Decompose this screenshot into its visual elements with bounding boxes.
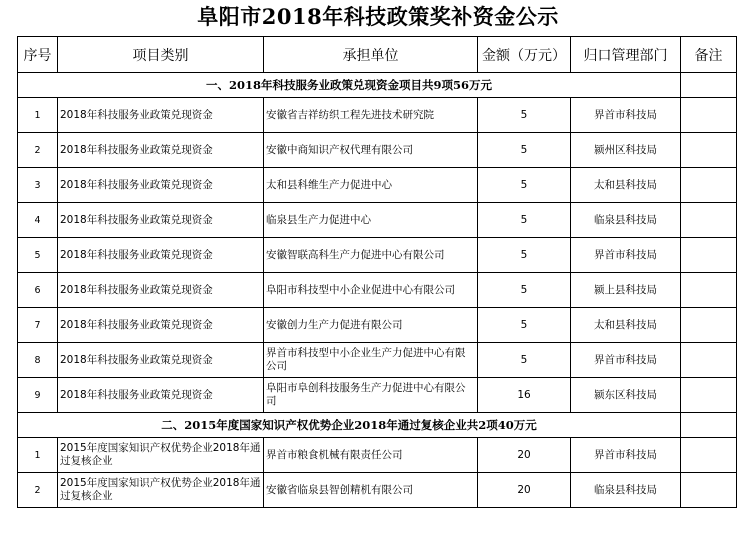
table-row	[18, 98, 737, 133]
cell-unit: 安徽智联高科生产力促进中心有限公司	[264, 238, 478, 273]
cell-dept: 颍州区科技局	[571, 133, 681, 168]
cell-no: 7	[18, 308, 58, 343]
cell-unit: 阜阳市科技型中小企业促进中心有限公司	[264, 273, 478, 308]
cell-note	[681, 98, 737, 133]
header-note: 备注	[681, 37, 737, 73]
cell-amount: 5	[478, 168, 571, 203]
cell-category: 2018年科技服务业政策兑现资金	[58, 378, 264, 413]
cell-no: 8	[18, 343, 58, 378]
cell-category: 2018年科技服务业政策兑现资金	[58, 168, 264, 203]
table-row	[18, 308, 737, 343]
cell-no: 1	[18, 98, 58, 133]
subsidy-table	[17, 36, 737, 508]
header-category: 项目类别	[58, 37, 264, 73]
table-header-row	[18, 37, 737, 73]
cell-category: 2018年科技服务业政策兑现资金	[58, 203, 264, 238]
cell-amount: 5	[478, 133, 571, 168]
cell-amount: 20	[478, 438, 571, 473]
header-unit: 承担单位	[264, 37, 478, 73]
cell-unit: 安徽省临泉县智创精机有限公司	[264, 473, 478, 508]
page-title: 阜阳市2018年科技政策奖补资金公示	[197, 4, 559, 29]
cell-no: 1	[18, 438, 58, 473]
cell-category: 2018年科技服务业政策兑现资金	[58, 343, 264, 378]
cell-unit: 临泉县生产力促进中心	[264, 203, 478, 238]
section-note-cell	[681, 413, 737, 438]
cell-unit: 界首市科技型中小企业生产力促进中心有限公司	[264, 343, 478, 378]
cell-amount: 5	[478, 343, 571, 378]
cell-amount: 16	[478, 378, 571, 413]
cell-category: 2018年科技服务业政策兑现资金	[58, 308, 264, 343]
cell-amount: 5	[478, 203, 571, 238]
cell-note	[681, 378, 737, 413]
cell-amount: 5	[478, 308, 571, 343]
cell-dept: 颍上县科技局	[571, 273, 681, 308]
cell-no: 6	[18, 273, 58, 308]
table-row	[18, 378, 737, 413]
cell-dept: 界首市科技局	[571, 438, 681, 473]
cell-category: 2015年度国家知识产权优势企业2018年通过复核企业	[58, 473, 264, 508]
header-amount: 金额（万元）	[478, 37, 571, 73]
section-note-cell	[681, 73, 737, 98]
section-heading: 二、2015年度国家知识产权优势企业2018年通过复核企业共2项40万元	[18, 413, 681, 438]
cell-note	[681, 308, 737, 343]
cell-category: 2015年度国家知识产权优势企业2018年通过复核企业	[58, 438, 264, 473]
cell-dept: 界首市科技局	[571, 238, 681, 273]
table-row	[18, 133, 737, 168]
cell-note	[681, 473, 737, 508]
cell-note	[681, 273, 737, 308]
cell-category: 2018年科技服务业政策兑现资金	[58, 98, 264, 133]
cell-unit: 安徽创力生产力促进有限公司	[264, 308, 478, 343]
cell-dept: 临泉县科技局	[571, 473, 681, 508]
section-heading-row	[18, 413, 737, 438]
cell-unit: 安徽省吉祥纺织工程先进技术研究院	[264, 98, 478, 133]
cell-dept: 临泉县科技局	[571, 203, 681, 238]
cell-no: 4	[18, 203, 58, 238]
table-row	[18, 238, 737, 273]
cell-note	[681, 238, 737, 273]
cell-note	[681, 133, 737, 168]
cell-dept: 太和县科技局	[571, 168, 681, 203]
cell-no: 9	[18, 378, 58, 413]
cell-unit: 安徽中商知识产权代理有限公司	[264, 133, 478, 168]
cell-category: 2018年科技服务业政策兑现资金	[58, 238, 264, 273]
cell-no: 2	[18, 473, 58, 508]
cell-unit: 太和县科维生产力促进中心	[264, 168, 478, 203]
cell-note	[681, 343, 737, 378]
cell-dept: 界首市科技局	[571, 98, 681, 133]
cell-no: 3	[18, 168, 58, 203]
cell-note	[681, 438, 737, 473]
table-row	[18, 203, 737, 238]
cell-unit: 界首市粮食机械有限责任公司	[264, 438, 478, 473]
cell-dept: 颍东区科技局	[571, 378, 681, 413]
cell-category: 2018年科技服务业政策兑现资金	[58, 133, 264, 168]
cell-amount: 5	[478, 238, 571, 273]
table-row	[18, 438, 737, 473]
cell-unit: 阜阳市阜创科技服务生产力促进中心有限公司	[264, 378, 478, 413]
cell-amount: 5	[478, 273, 571, 308]
cell-category: 2018年科技服务业政策兑现资金	[58, 273, 264, 308]
cell-amount: 20	[478, 473, 571, 508]
cell-amount: 5	[478, 98, 571, 133]
section-heading-row	[18, 73, 737, 98]
cell-no: 2	[18, 133, 58, 168]
cell-dept: 界首市科技局	[571, 343, 681, 378]
cell-note	[681, 168, 737, 203]
cell-note	[681, 203, 737, 238]
table-row	[18, 343, 737, 378]
table-row	[18, 168, 737, 203]
cell-no: 5	[18, 238, 58, 273]
table-row	[18, 473, 737, 508]
header-seq: 序号	[18, 37, 58, 73]
table-row	[18, 273, 737, 308]
header-dept: 归口管理部门	[571, 37, 681, 73]
cell-dept: 太和县科技局	[571, 308, 681, 343]
section-heading: 一、2018年科技服务业政策兑现资金项目共9项56万元	[18, 73, 681, 98]
